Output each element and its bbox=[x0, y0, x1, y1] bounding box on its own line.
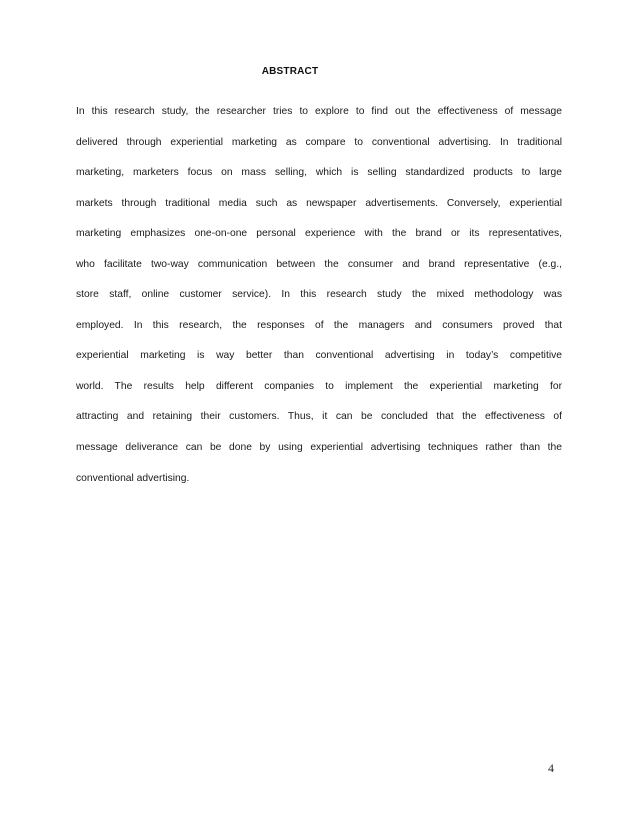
abstract-line: store staff, online customer service). In this research study the mixed methodology was bbox=[76, 289, 562, 301]
abstract-line: world. The results help different companies to implement the experiential marketing for bbox=[76, 380, 562, 392]
abstract-line: delivered through experiential marketing as compare to conventional advertising. In traditional bbox=[76, 136, 562, 148]
abstract-heading: ABSTRACT bbox=[261, 66, 319, 77]
abstract-line: marketing emphasizes one-on-one personal experience with the brand or its representatives, bbox=[76, 228, 562, 240]
abstract-line: message deliverance can be done by using experiential advertising techniques rather than the bbox=[76, 442, 562, 454]
abstract-line: who facilitate two-way communication between the consumer and brand representative (e.g., bbox=[76, 258, 562, 270]
abstract-line: conventional advertising. bbox=[76, 472, 190, 484]
abstract-body bbox=[76, 97, 562, 494]
abstract-line: attracting and retaining their customers. Thus, it can be concluded that the effectiveness of bbox=[76, 411, 562, 423]
abstract-line: experiential marketing is way better than conventional advertising in today’s competitive bbox=[76, 350, 562, 362]
page-number: 4 bbox=[548, 761, 554, 775]
abstract-line: marketing, marketers focus on mass selling, which is selling standardized products to large bbox=[76, 167, 562, 179]
abstract-line: markets through traditional media such as newspaper advertisements. Conversely, experiential bbox=[76, 197, 562, 209]
abstract-line: employed. In this research, the responses of the managers and consumers proved that bbox=[76, 319, 562, 331]
abstract-line: In this research study, the researcher tries to explore to find out the effectiveness of message bbox=[76, 106, 562, 117]
